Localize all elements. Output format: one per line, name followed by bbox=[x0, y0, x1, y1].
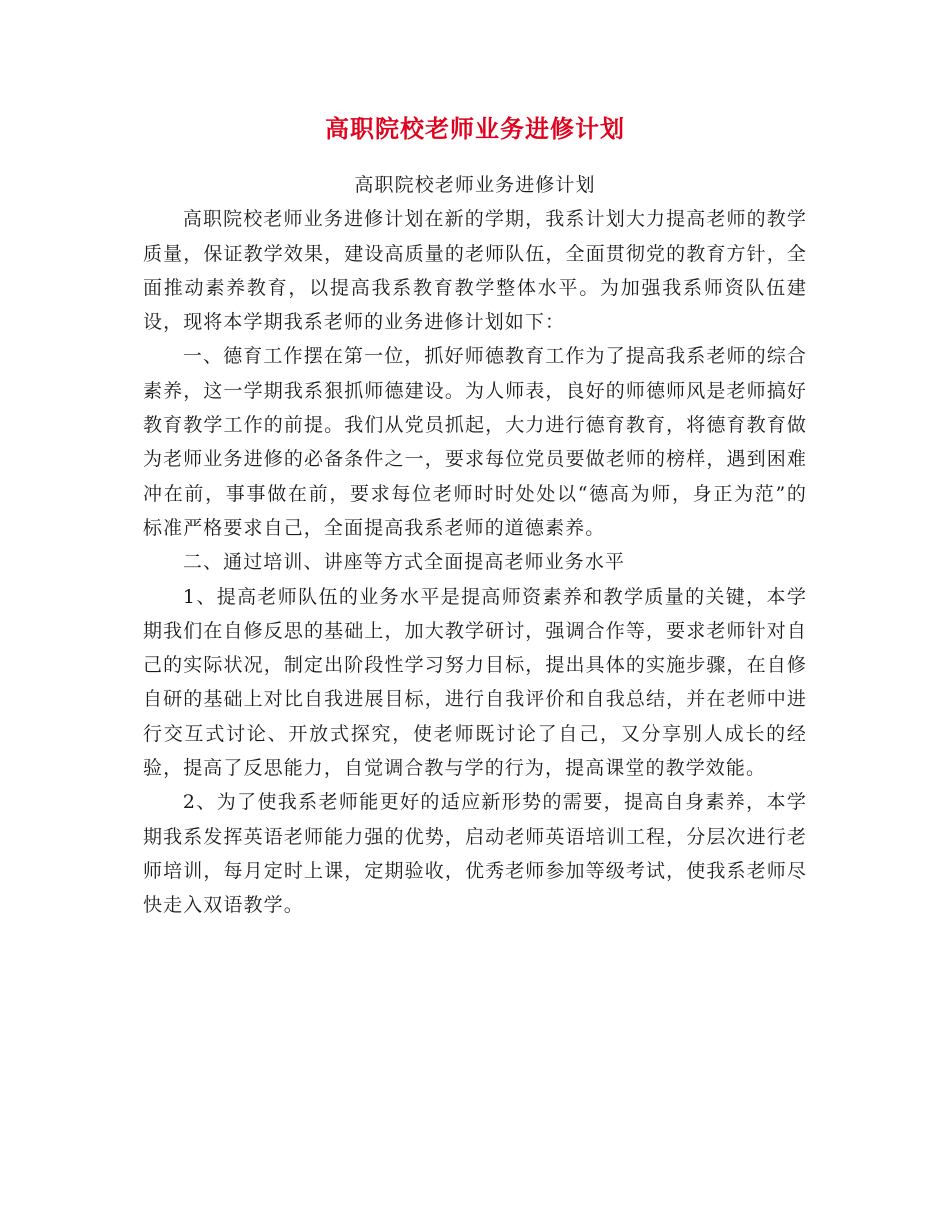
document-body bbox=[143, 168, 807, 923]
paragraph-section-two-heading: 二、通过培训、讲座等方式全面提高老师业务水平 bbox=[182, 551, 626, 574]
paragraph-section-one: 一、德育工作摆在第一位，抓好师德教育工作为了提高我系老师的综合素养，这一学期我系狠抓师德建设。为人师表，良好的师德师风是老师搞好教育教学工作的前提。我们从党员抓起，大力进行德育教育，将德育教育做为老师业务进修的必备条件之一，要求每位党员要做老师的榜样，遇到困难冲在前，事事做在前，要求每位老师时时处处以“德高为师，身正为范”的标准严格要求自己，全面提高我系老师的道德素养。 bbox=[143, 345, 807, 539]
document-subtitle: 高职院校老师业务进修计划 bbox=[354, 174, 596, 196]
paragraph-item-one: 1、提高老师队伍的业务水平是提高师资素养和教学质量的关键，本学期我们在自修反思的基础上，加大教学研讨，强调合作等，要求老师针对自己的实际状况，制定出阶段性学习努力目标，提出具体的实施步骤，在自修自研的基础上对比自我进展目标，进行自我评价和自我总结，并在老师中进行交互式讨论、开放式探究，使老师既讨论了自己，又分享别人成长的经验，提高了反思能力，自觉调合教与学的行为，提高课堂的教学效能。 bbox=[143, 585, 807, 780]
document-title: 高职院校老师业务进修计划 bbox=[325, 114, 625, 143]
paragraph-item-two: 2、为了使我系老师能更好的适应新形势的需要，提高自身素养，本学期我系发挥英语老师能力强的优势，启动老师英语培训工程，分层次进行老师培训，每月定时上课，定期验收，优秀老师参加等级考试，使我系老师尽快走入双语教学。 bbox=[143, 791, 807, 917]
paragraph-intro: 高职院校老师业务进修计划在新的学期，我系计划大力提高老师的教学质量，保证教学效果，建设高质量的老师队伍，全面贯彻党的教育方针，全面推动素养教育，以提高我系教育教学整体水平。为加强我系师资队伍建设，现将本学期我系老师的业务进修计划如下： bbox=[143, 208, 807, 334]
